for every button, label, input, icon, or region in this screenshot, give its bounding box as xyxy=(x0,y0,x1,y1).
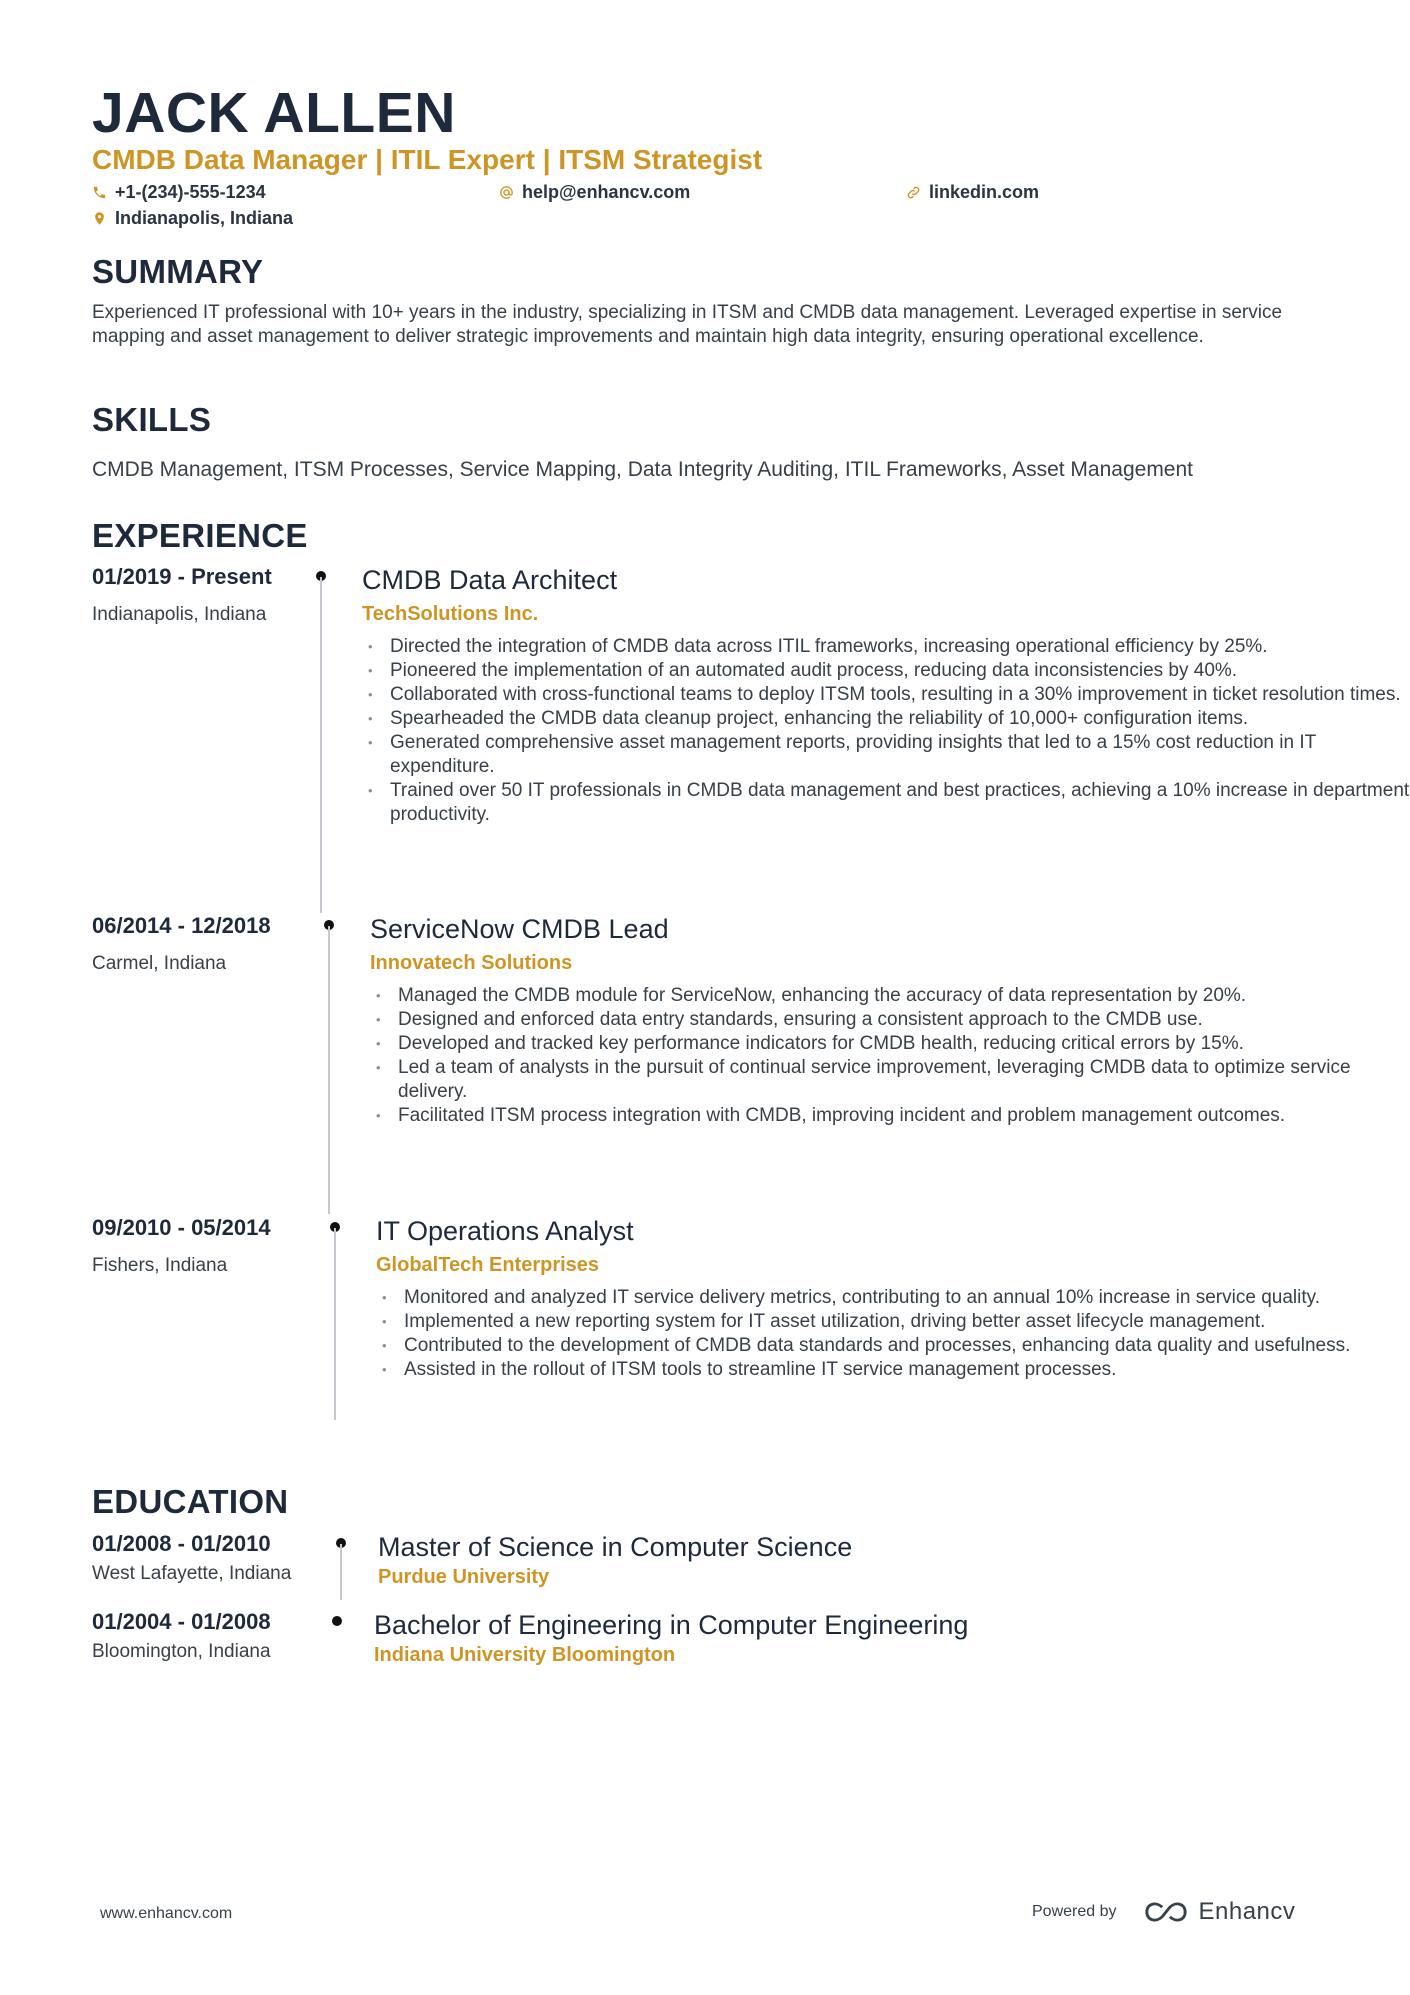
list-item: • Led a team of analysts in the pursuit of continual service improvement, leveraging CMDB data to optimize service delivery. xyxy=(370,1056,1370,1104)
list-item: • Pioneered the implementation of an automated audit process, reducing data inconsistencies by 40%. xyxy=(362,659,1410,683)
experience-role: CMDB Data Architect xyxy=(362,565,618,595)
location-text: Indianapolis, Indiana xyxy=(115,208,294,228)
timeline-line xyxy=(334,1228,336,1420)
linkedin-text[interactable]: linkedin.com xyxy=(929,182,1040,202)
experience-company: Innovatech Solutions xyxy=(370,952,573,974)
timeline-dot xyxy=(332,1616,342,1626)
brand-logo[interactable] xyxy=(1143,1898,1296,1926)
list-item: • Contributed to the development of CMDB data standards and processes, enhancing data quality and usefulness. xyxy=(376,1334,1376,1358)
experience-location: Indianapolis, Indiana xyxy=(92,604,267,625)
phone-text: +1-(234)-555-1234 xyxy=(115,182,266,202)
footer-website[interactable]: www.enhancv.com xyxy=(100,1905,233,1922)
list-item: • Developed and tracked key performance indicators for CMDB health, reducing critical errors by 15%. xyxy=(370,1032,1370,1056)
summary-heading: SUMMARY xyxy=(92,253,264,290)
skills-text: CMDB Management, ITSM Processes, Service Mapping, Data Integrity Auditing, ITIL Frameworks, Asset Management xyxy=(92,458,1194,481)
contact-linkedin[interactable] xyxy=(906,180,1039,204)
brand-name: Enhancv xyxy=(1198,1898,1296,1925)
timeline-line xyxy=(328,926,330,1214)
list-item: • Facilitated ITSM process integration with CMDB, improving incident and problem management outcomes. xyxy=(370,1104,1370,1128)
footer-branding xyxy=(1032,1898,1295,1926)
skills-heading: SKILLS xyxy=(92,401,212,438)
experience-company: GlobalTech Enterprises xyxy=(376,1254,600,1276)
experience-company: TechSolutions Inc. xyxy=(362,603,539,625)
timeline-line xyxy=(340,1544,342,1600)
list-item: • Generated comprehensive asset management reports, providing insights that led to a 15% cost reduction in IT expenditure. xyxy=(362,731,1410,779)
education-location: West Lafayette, Indiana xyxy=(92,1563,292,1584)
powered-by-label: Powered by xyxy=(1032,1903,1117,1920)
contact-email[interactable] xyxy=(499,180,690,204)
contact-phone xyxy=(92,180,266,204)
candidate-name: JACK ALLEN xyxy=(92,81,456,145)
education-dates: 01/2004 - 01/2008 xyxy=(92,1609,271,1634)
experience-location: Fishers, Indiana xyxy=(92,1255,228,1276)
experience-role: IT Operations Analyst xyxy=(376,1216,634,1246)
list-item: • Monitored and analyzed IT service delivery metrics, contributing to an annual 10% increase in service quality. xyxy=(376,1286,1376,1310)
list-item: • Directed the integration of CMDB data across ITIL frameworks, increasing operational efficiency by 25%. xyxy=(362,635,1410,659)
education-dates: 01/2008 - 01/2010 xyxy=(92,1531,271,1556)
experience-bullets xyxy=(376,1286,1376,1382)
location-pin-icon xyxy=(92,211,107,226)
experience-bullets xyxy=(362,635,1410,827)
experience-heading: EXPERIENCE xyxy=(92,517,308,554)
education-degree: Master of Science in Computer Science xyxy=(378,1532,853,1562)
email-text[interactable]: help@enhancv.com xyxy=(522,182,691,202)
candidate-title: CMDB Data Manager | ITIL Expert | ITSM Strategist xyxy=(92,144,763,175)
summary-text: Experienced IT professional with 10+ years in the industry, specializing in ITSM and CMDB data management. Leveraged expertise in service mapping and asset management to deliver strategic improvements and maintain high data integrity, ensuring operational excellence. xyxy=(92,302,1283,347)
list-item: • Designed and enforced data entry standards, ensuring a consistent approach to the CMDB use. xyxy=(370,1008,1370,1032)
list-item: • Spearheaded the CMDB data cleanup project, enhancing the reliability of 10,000+ configuration items. xyxy=(362,707,1410,731)
list-item: • Trained over 50 IT professionals in CMDB data management and best practices, achieving a 10% increase in department productivity. xyxy=(362,779,1410,827)
contact-location xyxy=(92,206,293,230)
phone-icon xyxy=(92,185,107,200)
education-heading: EDUCATION xyxy=(92,1483,289,1520)
experience-dates: 01/2019 - Present xyxy=(92,564,272,589)
list-item: • Implemented a new reporting system for IT asset utilization, driving better asset lifecycle management. xyxy=(376,1310,1376,1334)
at-icon xyxy=(499,185,514,200)
enhancv-logo-icon xyxy=(1143,1899,1189,1925)
experience-dates: 06/2014 - 12/2018 xyxy=(92,913,271,938)
education-school: Indiana University Bloomington xyxy=(374,1644,676,1666)
education-location: Bloomington, Indiana xyxy=(92,1641,271,1662)
list-item: • Assisted in the rollout of ITSM tools to streamline IT service management processes. xyxy=(376,1358,1376,1382)
list-item: • Managed the CMDB module for ServiceNow, enhancing the accuracy of data representation by 20%. xyxy=(370,984,1370,1008)
experience-bullets xyxy=(370,984,1370,1128)
education-degree: Bachelor of Engineering in Computer Engineering xyxy=(374,1610,969,1640)
experience-role: ServiceNow CMDB Lead xyxy=(370,914,669,944)
list-item: • Collaborated with cross-functional teams to deploy ITSM tools, resulting in a 30% improvement in ticket resolution times. xyxy=(362,683,1410,707)
experience-location: Carmel, Indiana xyxy=(92,953,227,974)
education-school: Purdue University xyxy=(378,1566,550,1588)
timeline-line xyxy=(320,577,322,913)
experience-dates: 09/2010 - 05/2014 xyxy=(92,1215,271,1240)
link-icon xyxy=(906,185,921,200)
